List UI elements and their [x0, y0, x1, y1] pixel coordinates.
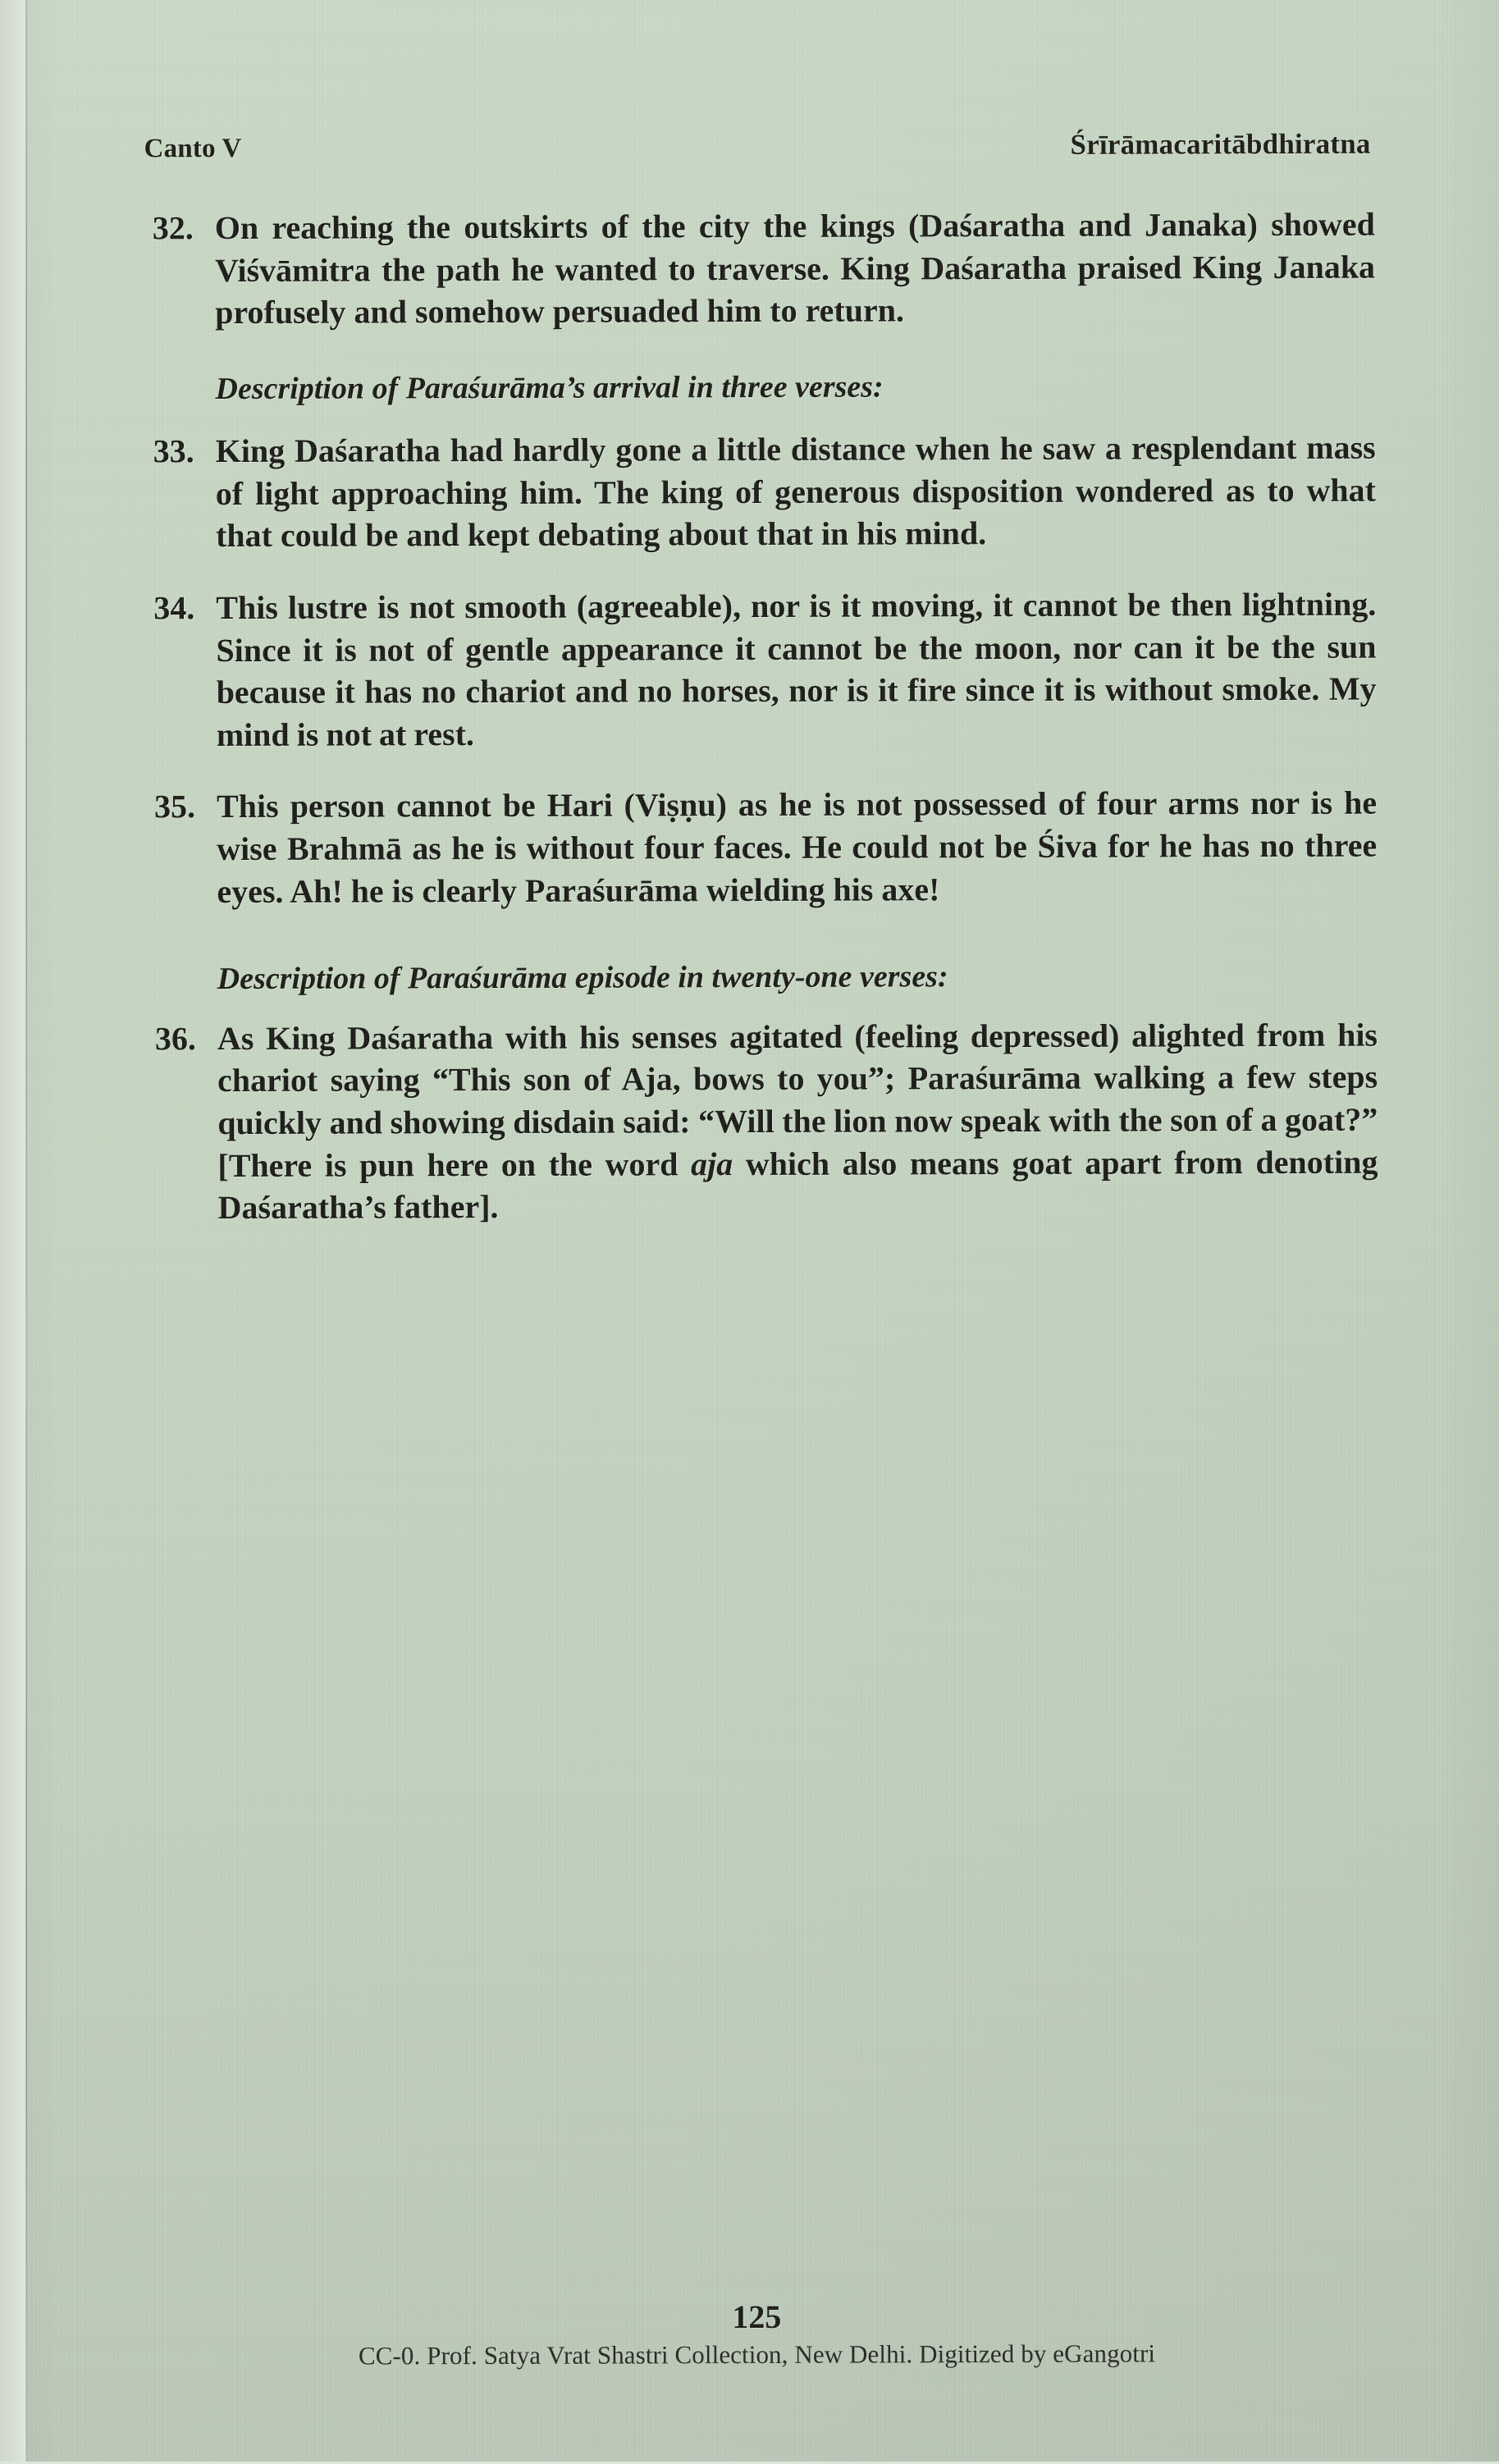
verse-number: 36.: [154, 1019, 197, 1058]
section-heading-parasurama-arrival: Description of Paraśurāma’s arrival in three verses:: [215, 369, 884, 406]
verse-text: [217, 1013, 1378, 1228]
verse-text: This lustre is not smooth (agreeable), nor is it moving, it cannot be then lightning. Since it is not of gentle appearance it cannot be the moon, nor can it be the sun because it has no chariot and no horses, nor is it fire since it is without smoke. My mind is not at rest.: [216, 585, 1377, 753]
verse-number: 34.: [153, 589, 195, 627]
verse-32: [144, 203, 1375, 334]
verse-text: This person cannot be Hari (Viṣṇu) as he is not possessed of four arms nor is he wise Brahmā as he is without four faces. He could not be Śiva for he has no three eyes. Ah! he is clearly Paraśurāma wielding his axe!: [217, 784, 1378, 910]
page-number: 125: [732, 2297, 782, 2336]
running-head: [144, 128, 1371, 165]
verse-text-italic-term: aja: [691, 1145, 734, 1182]
verse-text-segment-after: which also means goat apart from denoting Daśaratha’s father].: [217, 1143, 1378, 1227]
running-head-canto: Canto V: [144, 133, 242, 164]
verse-list: [144, 203, 1378, 1259]
verse-33: [145, 427, 1376, 557]
section-heading-parasurama-episode: Description of Paraśurāma episode in twenty-one verses:: [217, 959, 948, 997]
verse-34: [145, 583, 1377, 757]
verse-text: On reaching the outskirts of the city the kings (Daśaratha and Janaka) showed Viśvāmitra the path he wanted to traverse. King Daśaratha praised King Janaka profusely and somehow persuaded him to return.: [214, 205, 1376, 331]
verse-35: [146, 782, 1377, 912]
verse-text: King Daśaratha had hardly gone a little distance when he saw a resplendant mass of light approaching him. The king of generous disposition wondered as to what that could be and kept debating about that in his mind.: [215, 428, 1376, 555]
running-head-book-title: Śrīrāmacaritābdhiratna: [1070, 127, 1371, 161]
digitization-credit: CC-0. Prof. Satya Vrat Shastri Collection, New Delhi. Digitized by eGangotri: [358, 2338, 1156, 2370]
verse-number: 35.: [154, 788, 196, 825]
verse-text-segment-before: As King Daśaratha with his senses agitated (feeling depressed) alighted from his chariot saying “This son of Aja, bows to you”; Paraśurāma walking a few steps quickly and showing disdain said: “Will the lion now speak with the son of a goat?” [There is pun here on the word: [217, 1016, 1378, 1184]
verse-36: [147, 1013, 1378, 1229]
verse-number: 32.: [152, 209, 194, 247]
verse-number: 33.: [153, 432, 194, 470]
